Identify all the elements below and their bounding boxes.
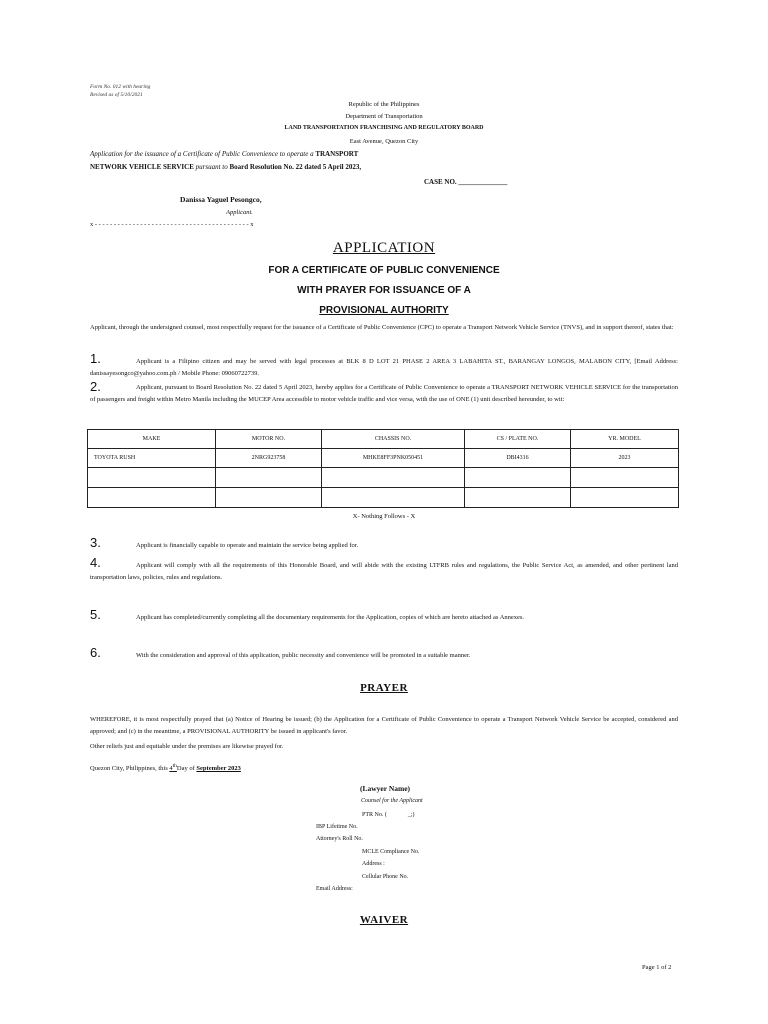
- prayer-heading: [0, 682, 768, 694]
- applicant-name: Danissa Yaguel Pesongco,: [180, 195, 262, 204]
- col-motor: MOTOR NO.: [216, 430, 322, 449]
- item-4-text: Applicant will comply with all the requirements of this Honorable Board, and will abide with the existing LTFRB rules and regulations, the Public Service Act, as amended, and other pertinent land transportation laws, policies, rules and regulations.: [90, 562, 678, 581]
- date-day-suffix: th: [172, 763, 177, 769]
- prayer-text: WHEREFORE, it is most respectfully prayed that (a) Notice of Hearing be issued; (b) the Application for a Certificate of Public Convenience to operate a Transport Network Vehicle Service be accepted, considered and approved; and (c) in the meantime, a PROVISIONAL AUTHORITY be issued in applicant's favor.: [90, 716, 678, 735]
- cell-make: TOYOTA RUSH: [88, 449, 216, 468]
- nothing-follows: X- Nothing Follows - X: [352, 513, 416, 520]
- col-plate: CS / PLATE NO.: [465, 430, 571, 449]
- item-2-number: 2.: [90, 379, 101, 394]
- cell-motor: [216, 488, 322, 508]
- document-title: [0, 240, 768, 257]
- revision-date: Revised as of 5/10/2021: [90, 92, 143, 98]
- cell-motor: [216, 468, 322, 488]
- date-month-year: September 2023: [196, 765, 241, 773]
- cell-chassis: [322, 468, 465, 488]
- caption-line-2: [90, 163, 361, 171]
- cell-motor: 2NRG923758: [216, 449, 322, 468]
- item-3-text: Applicant is financially capable to operate and maintain the service being applied for.: [136, 542, 359, 549]
- intro-paragraph: Applicant, through the undersigned counsel, most respectfully request for the issuance of a Certificate of Public Convenience (CPC) to operate a Transport Network Vehicle Service (TNVS), and in support thereof, states that:: [90, 324, 674, 331]
- lawyer-name: (Lawyer Name): [360, 784, 411, 793]
- caption-divider: x - - - - - - - - - - - - - - - - - - - - - - - - - - - - - - - - - - - - - - - - - x: [90, 221, 254, 228]
- col-make: MAKE: [88, 430, 216, 449]
- document-title-text: APPLICATION: [332, 240, 436, 256]
- waiver-title: WAIVER: [359, 914, 409, 926]
- vehicle-table: [87, 429, 679, 508]
- table-row: [88, 488, 679, 508]
- cell-make: [88, 468, 216, 488]
- waiver-heading: [0, 914, 768, 926]
- item-5-text: Applicant has completed/currently completing all the documentary requirements for the Application, copies of which are hereto attached as Annexes.: [136, 614, 525, 621]
- table-header-row: [88, 430, 679, 449]
- cell-year: [571, 488, 679, 508]
- roll-number: Attorney's Roll No.: [316, 836, 363, 842]
- cell-make: [88, 488, 216, 508]
- item-6-text: With the consideration and approval of this application, public necessity and convenience will be promoted in a suitable manner.: [136, 652, 471, 659]
- item-1-number: 1.: [90, 351, 101, 366]
- mcle-number: MCLE Compliance No.: [362, 849, 420, 855]
- lawyer-address: Address :: [362, 861, 385, 867]
- counsel-label: Counsel for the Applicant: [361, 798, 423, 804]
- prayer-other-reliefs: Other reliefs just and equitable under the premises are likewise prayed for.: [90, 743, 284, 750]
- ptr-number: PTR No. ( _;): [362, 812, 415, 818]
- title-line-2: WITH PRAYER FOR ISSUANCE OF A: [297, 285, 471, 296]
- cell-plate: [465, 488, 571, 508]
- caption-pursuant: pursuant to: [195, 163, 228, 171]
- caption-intro-text: Application for the issuance of a Certificate of Public Convenience to operate a: [90, 150, 314, 158]
- applicant-label: Applicant.: [226, 209, 253, 216]
- republic-line: Republic of the Philippines: [348, 101, 420, 108]
- cellular-phone: Cellular Phone No.: [362, 874, 409, 880]
- table-row: [88, 468, 679, 488]
- title-line-3-text: PROVISIONAL AUTHORITY: [319, 305, 449, 316]
- cell-year: [571, 468, 679, 488]
- date-day: [169, 765, 177, 772]
- caption-intro: [90, 150, 430, 158]
- item-5-number: 5.: [90, 607, 101, 622]
- cell-plate: DBI4316: [465, 449, 571, 468]
- email-address: Email Address:: [316, 886, 353, 892]
- title-line-1: FOR A CERTIFICATE OF PUBLIC CONVENIENCE: [268, 265, 500, 276]
- title-line-3: [0, 305, 768, 316]
- col-year: YR. MODEL: [571, 430, 679, 449]
- prayer-date-line: [90, 757, 241, 778]
- cell-chassis: MHKE8FF3PNK050451: [322, 449, 465, 468]
- item-4-number: 4.: [90, 555, 101, 570]
- item-1-text: Applicant is a Filipino citizen and may be served with legal processes at BLK 8 D LOT 21 PHASE 2 AREA 3 LABAHITA ST., BARANGAY LONGOS, MALABON CITY, [Email Address: danissayesongco@yahoo.com.ph / Mobile Phone: 09060722739.: [90, 358, 678, 377]
- department-line: Department of Transportation: [345, 113, 423, 120]
- form-number: Form No. 012 with hearing: [90, 84, 151, 90]
- date-prefix: Quezon City, Philippines, this: [90, 765, 168, 773]
- page-number: Page 1 of 2: [642, 964, 672, 971]
- cell-chassis: [322, 488, 465, 508]
- caption-resolution: Board Resolution No. 22 dated 5 April 2023,: [229, 163, 362, 171]
- case-number: CASE NO. ______________: [424, 178, 508, 186]
- date-day-of: Day of: [176, 765, 195, 773]
- caption-service-a: TRANSPORT: [315, 150, 359, 158]
- ibp-number: IBP Lifetime No.: [316, 824, 358, 830]
- item-2-text: Applicant, pursuant to Board Resolution No. 22 dated 5 April 2023, hereby applies for a Certificate of Public Convenience to operate a TRANSPORT NETWORK VEHICLE SERVICE for the transportation of passengers and freight within Metro Manila including the MUCEP Area accessible to motor vehicle traffic and vice versa, with the use of ONE (1) unit described hereunder, to wit:: [90, 384, 678, 403]
- caption-service-b: NETWORK VEHICLE SERVICE: [90, 163, 194, 171]
- cell-year: 2023: [571, 449, 679, 468]
- item-6-number: 6.: [90, 645, 101, 660]
- board-name: LAND TRANSPORTATION FRANCHISING AND REGULATORY BOARD: [284, 125, 484, 131]
- board-address: East Avenue, Quezon City: [349, 138, 419, 145]
- table-row: [88, 449, 679, 468]
- item-3-number: 3.: [90, 535, 101, 550]
- prayer-title: PRAYER: [360, 682, 408, 694]
- col-chassis: CHASSIS NO.: [322, 430, 465, 449]
- cell-plate: [465, 468, 571, 488]
- date-day-number: 4: [169, 765, 173, 773]
